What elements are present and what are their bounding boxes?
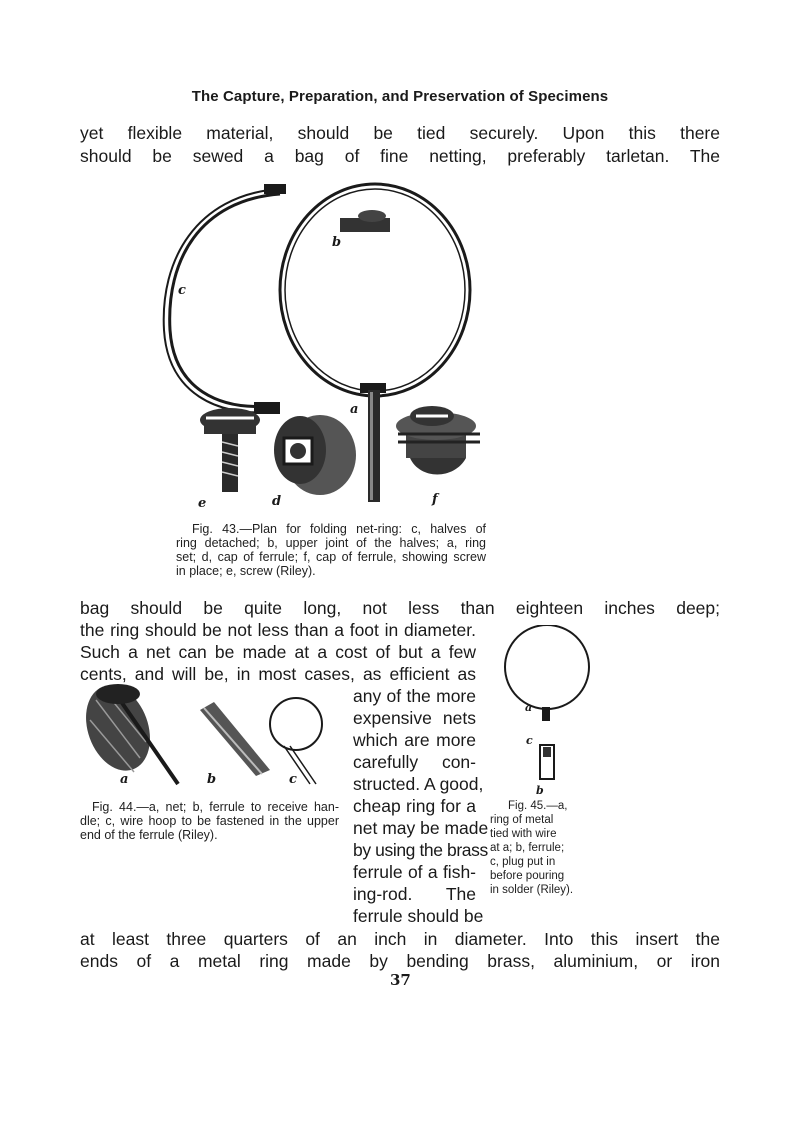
caption-line: ring of metal (490, 814, 554, 826)
text-line: should be sewed a bag of fine netting, preferably tarletan. The (80, 146, 720, 166)
caption-line: tied with wire (490, 828, 557, 840)
figure-45-label-a: a (525, 701, 533, 714)
figure-43-label-e: e (198, 496, 207, 511)
caption-line: Fig. 45.—a, (508, 800, 568, 812)
text-line: cents, and will be, in most cases, as efficient as (80, 664, 476, 684)
text-line: by using the brass (353, 840, 488, 860)
figure-45-label-c: c (526, 734, 533, 747)
figure-44-label-b: b (207, 772, 217, 787)
caption-line: set; d, cap of ferrule; f, cap of ferrule, showing screw (176, 550, 486, 564)
figure-43-label-c: c (178, 283, 186, 298)
figure-43-label-b: b (332, 235, 342, 250)
text-line: net may be made (353, 818, 489, 838)
text-line: any of the more (353, 686, 476, 706)
page-number: 37 (390, 971, 411, 989)
running-header: The Capture, Preparation, and Preservation of Specimens (191, 88, 609, 105)
caption-line: dle; c, wire hoop to be fastened in the upper (80, 814, 339, 828)
figure-43-label-a: a (350, 402, 359, 417)
text-line: ferrule should be (353, 906, 484, 926)
caption-line: at a; b, ferrule; (490, 842, 565, 854)
text-line: expensive nets (353, 708, 476, 728)
text-line: ferrule of a fish- (353, 862, 476, 882)
caption-line: Fig. 43.—Plan for folding net-ring: c, halves of (192, 522, 486, 536)
figure-43-illustration (160, 180, 500, 510)
figure-43-label-f: f (432, 492, 438, 507)
text-line: at least three quarters of an inch in diameter. Into this insert the (80, 929, 720, 949)
text-line: cheap ring for a (353, 796, 476, 816)
caption-line: before pouring (490, 870, 565, 882)
caption-line: end of the ferrule (Riley). (80, 828, 218, 842)
text-line: Such a net can be made at a cost of but a few (80, 642, 476, 662)
text-line: which are more (353, 730, 476, 750)
text-line: structed. A good, (353, 774, 484, 794)
text-line: ends of a metal ring made by bending brass, aluminium, or iron (80, 951, 720, 971)
caption-line: in solder (Riley). (490, 884, 574, 896)
text-line: yet flexible material, should be tied securely. Upon this there (80, 123, 720, 143)
ring-end-left-icon (254, 402, 280, 414)
figure-44-label-c: c (289, 772, 297, 787)
text-line: the ring should be not less than a foot in diameter. (80, 620, 476, 640)
text-line: carefully con- (353, 752, 476, 772)
figure-45-illustration (494, 625, 604, 815)
caption-line: ring detached; b, upper joint of the halves; a, ring (176, 536, 486, 550)
text-line: ing-rod. The (353, 884, 476, 904)
figure-43-label-d: d (272, 494, 282, 509)
caption-line: c, plug put in (490, 856, 556, 868)
figure-45-label-b: b (536, 784, 544, 797)
text-line: bag should be quite long, not less than eighteen inches deep; (80, 598, 720, 618)
caption-line: in place; e, screw (Riley). (176, 564, 316, 578)
figure-44-label-a: a (120, 772, 129, 787)
caption-line: Fig. 44.—a, net; b, ferrule to receive han- (92, 800, 339, 814)
